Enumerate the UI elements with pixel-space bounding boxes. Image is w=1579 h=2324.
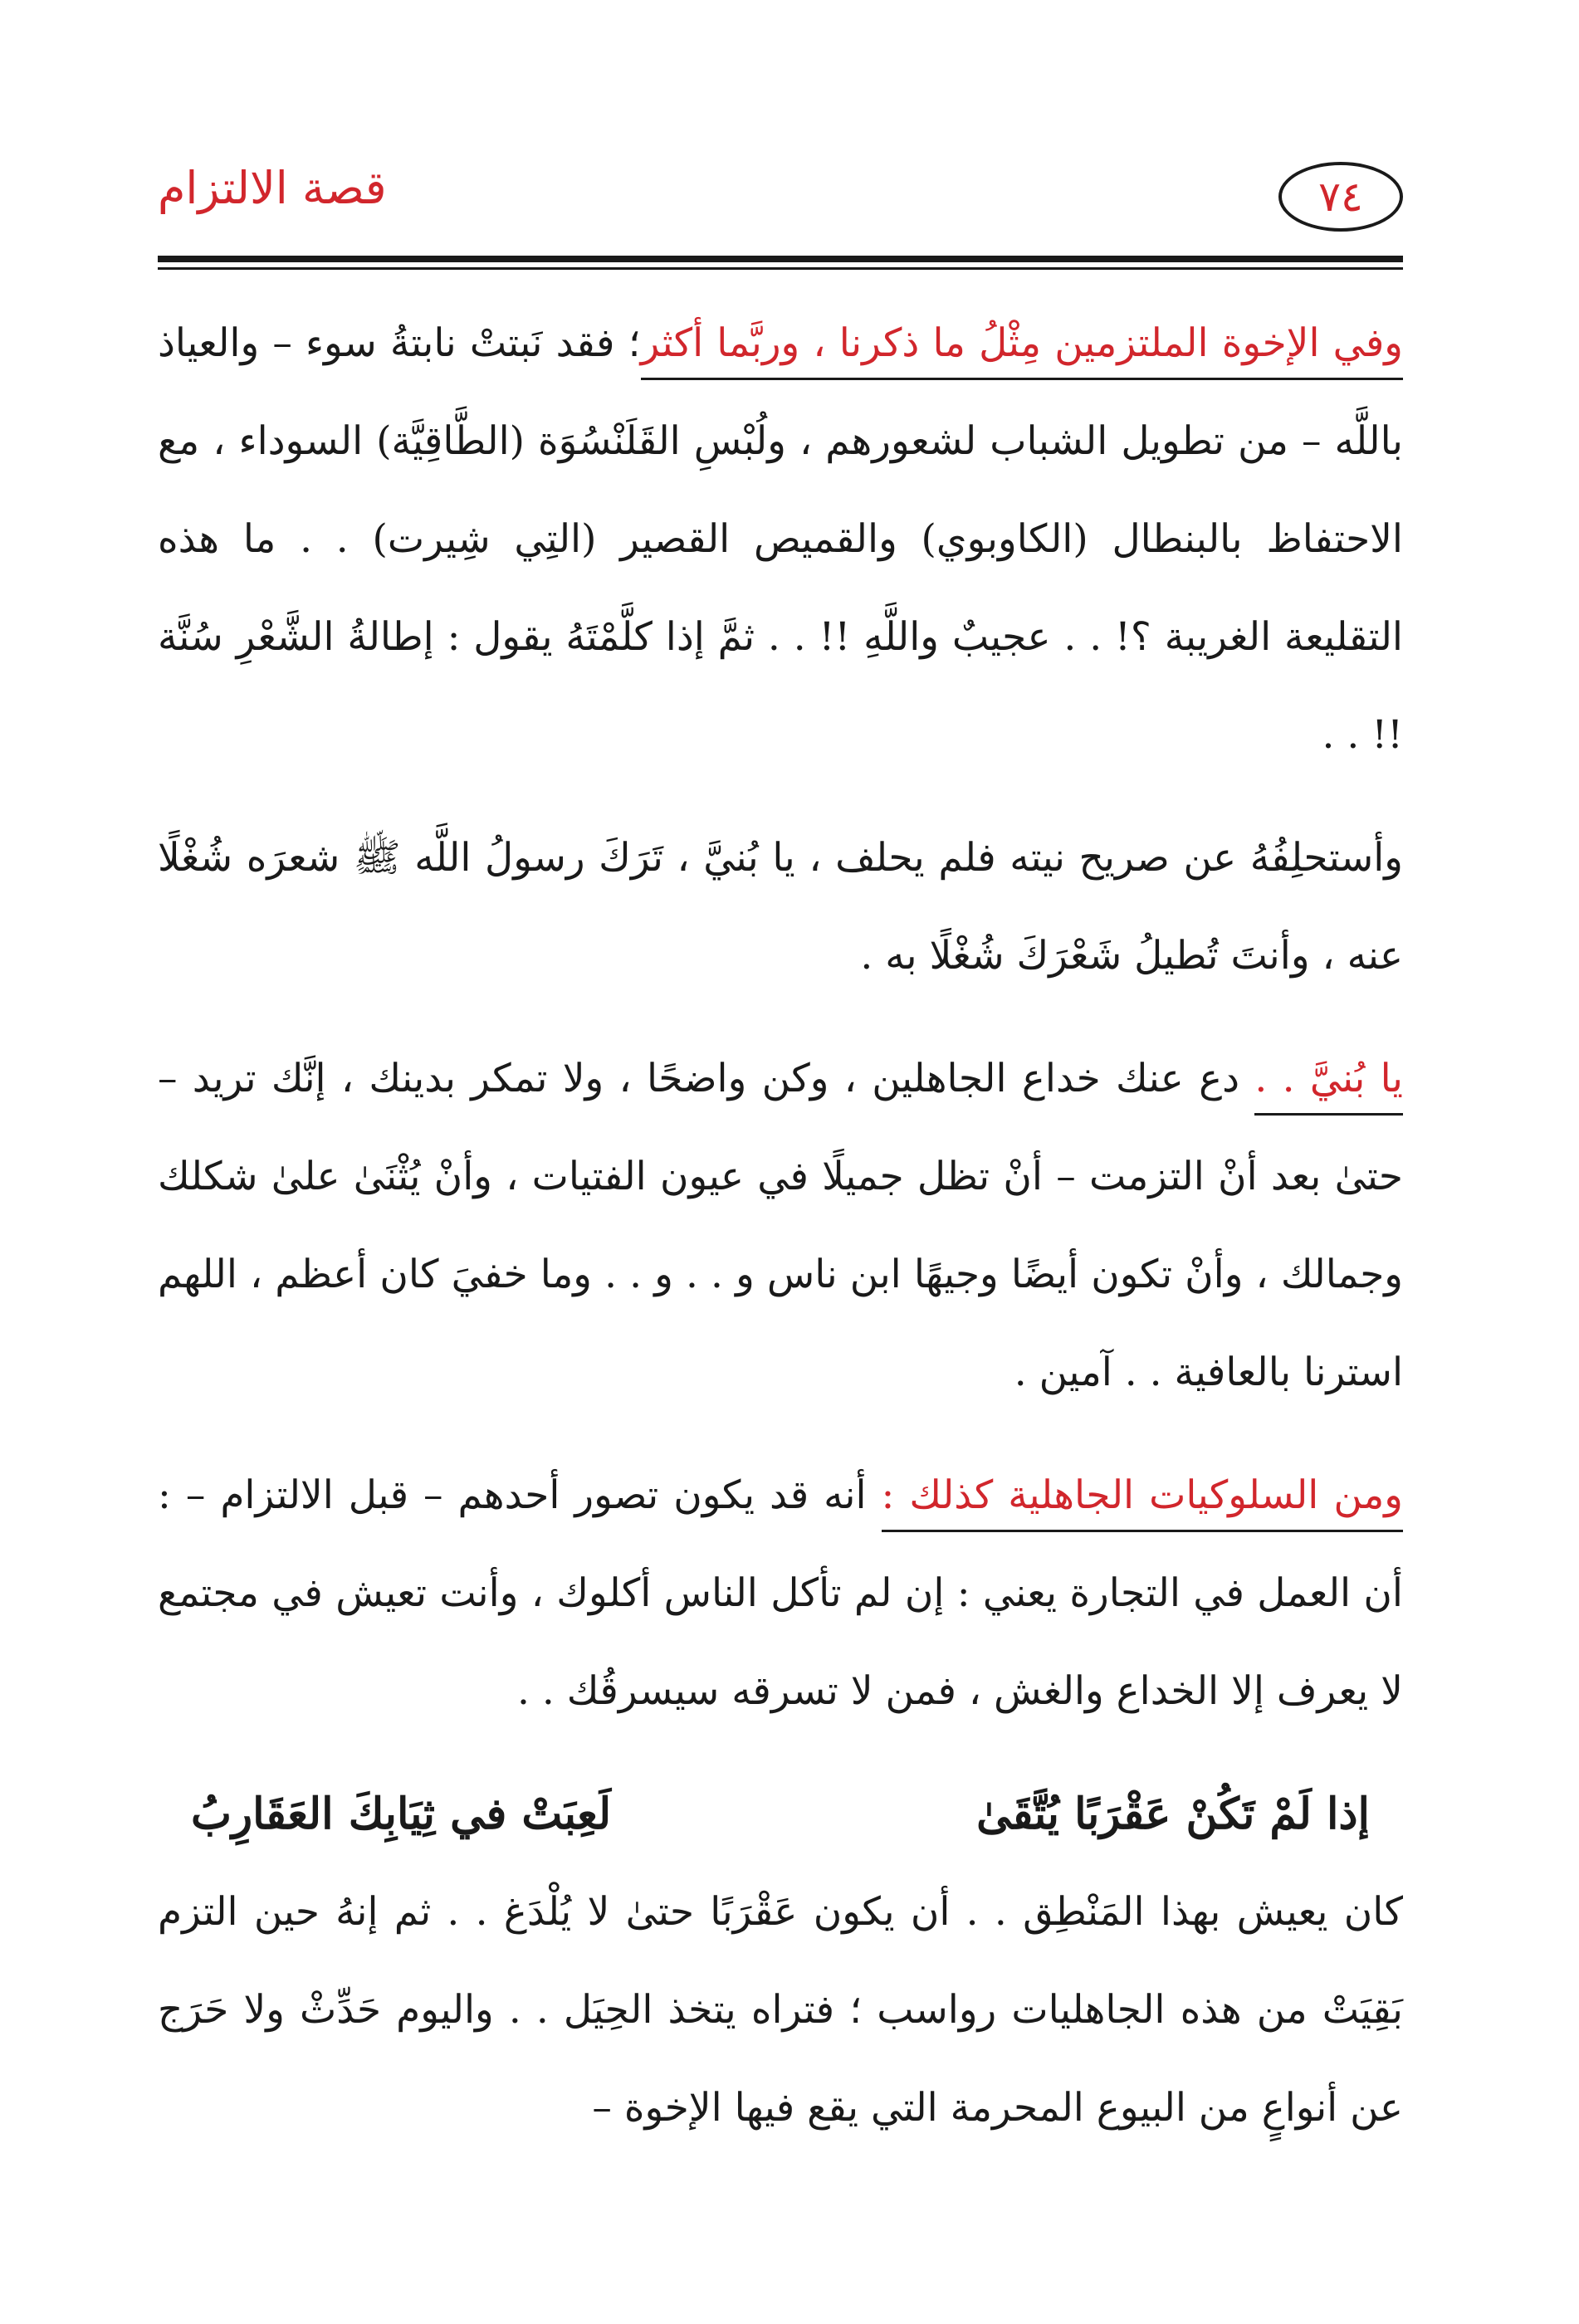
page-number-oval [1278, 162, 1403, 232]
body-text [158, 295, 1403, 2157]
paragraph-2 [158, 809, 1403, 1005]
paragraph-1 [158, 295, 1403, 784]
verse-first-hemistich: إذا لَمْ تَكُنْ عَقْرَبًا يُتَّقَىٰ [976, 1789, 1370, 1839]
paragraph-4 [158, 1447, 1403, 1741]
paragraph-1-body: ؛ فقد نَبتتْ نابتةُ سوء – والعياذ باللَّه – من تطويل الشباب لشعورهم ، ولُبْسِ القَلَنْسُوَة (الطَّاقِيَّة) السوداء ، مع الاحتفاظ بالبنطال (الكاوبوي) والقميص القصير (التِي شِيرت) . . ما هذه التقليعة الغريبة ؟! . . عجيبٌ واللَّهِ !! . . ثمَّ إذا كلَّمْتَهُ يقول : إطالةُ الشَّعْرِ سُنَّة !! . . [158, 320, 1403, 758]
paragraph-2-body: وأستحلِفُهُ عن صريح نيته فلم يحلف ، يا بُنيَّ ، تَرَكَ رسولُ اللَّه ﷺ شعرَه شُغْلًا عنه ، وأنتَ تُطيلُ شَعْرَكَ شُغْلًا به . [158, 835, 1403, 979]
paragraph-3 [158, 1030, 1403, 1422]
header-rule-thick [158, 256, 1403, 262]
paragraph-3-lead: يا بُنيَّ . . [1254, 1056, 1403, 1116]
paragraph-4-lead: ومن السلوكيات الجاهلية كذلك : [882, 1472, 1404, 1532]
running-title: قصة الالتزام [158, 162, 387, 214]
page-header [158, 145, 1403, 270]
paragraph-4-body: أنه قد يكون تصور أحدهم – قبل الالتزام – : أن العمل في التجارة يعني : إن لم تأكل الناس أكلوك ، وأنت تعيش في مجتمع لا يعرف إلا الخداع والغش ، فمن لا تسرقه سيسرقُك . . [158, 1472, 1403, 1714]
page-number: ٧٤ [1318, 173, 1363, 221]
paragraph-5 [158, 1863, 1403, 2157]
paragraph-3-body: دع عنك خداع الجاهلين ، وكن واضحًا ، ولا تمكر بدينك ، إنَّك تريد – حتىٰ بعد أنْ التزمت – أنْ تظل جميلًا في عيون الفتيات ، وأنْ يُثْنَىٰ علىٰ شكلك وجمالك ، وأنْ تكون أيضًا وجيهًا ابن ناس و . . و . . وما خفيَ كان أعظم ، اللهم استرنا بالعافية . . آمين . [158, 1056, 1403, 1395]
paragraph-5-body: كان يعيش بهذا المَنْطِق . . أن يكون عَقْرَبًا حتىٰ لا يُلْدَغ . . ثم إنهُ حين التزم بَقِيَتْ من هذه الجاهليات رواسب ؛ فتراه يتخذ الحِيَل . . واليوم حَدِّثْ ولا حَرَج عن أنواعٍ من البيوع المحرمة التي يقع فيها الإخوة – [158, 1889, 1403, 2131]
poetry-verse [158, 1765, 1403, 1863]
paragraph-1-lead: وفي الإخوة الملتزمين مِثْلُ ما ذكرنا ، وربَّما أكثر [641, 320, 1403, 380]
verse-second-hemistich: لَعِبَتْ في ثِيَابِكَ العَقَارِبُ [191, 1789, 612, 1839]
header-rule-thin [158, 267, 1403, 270]
